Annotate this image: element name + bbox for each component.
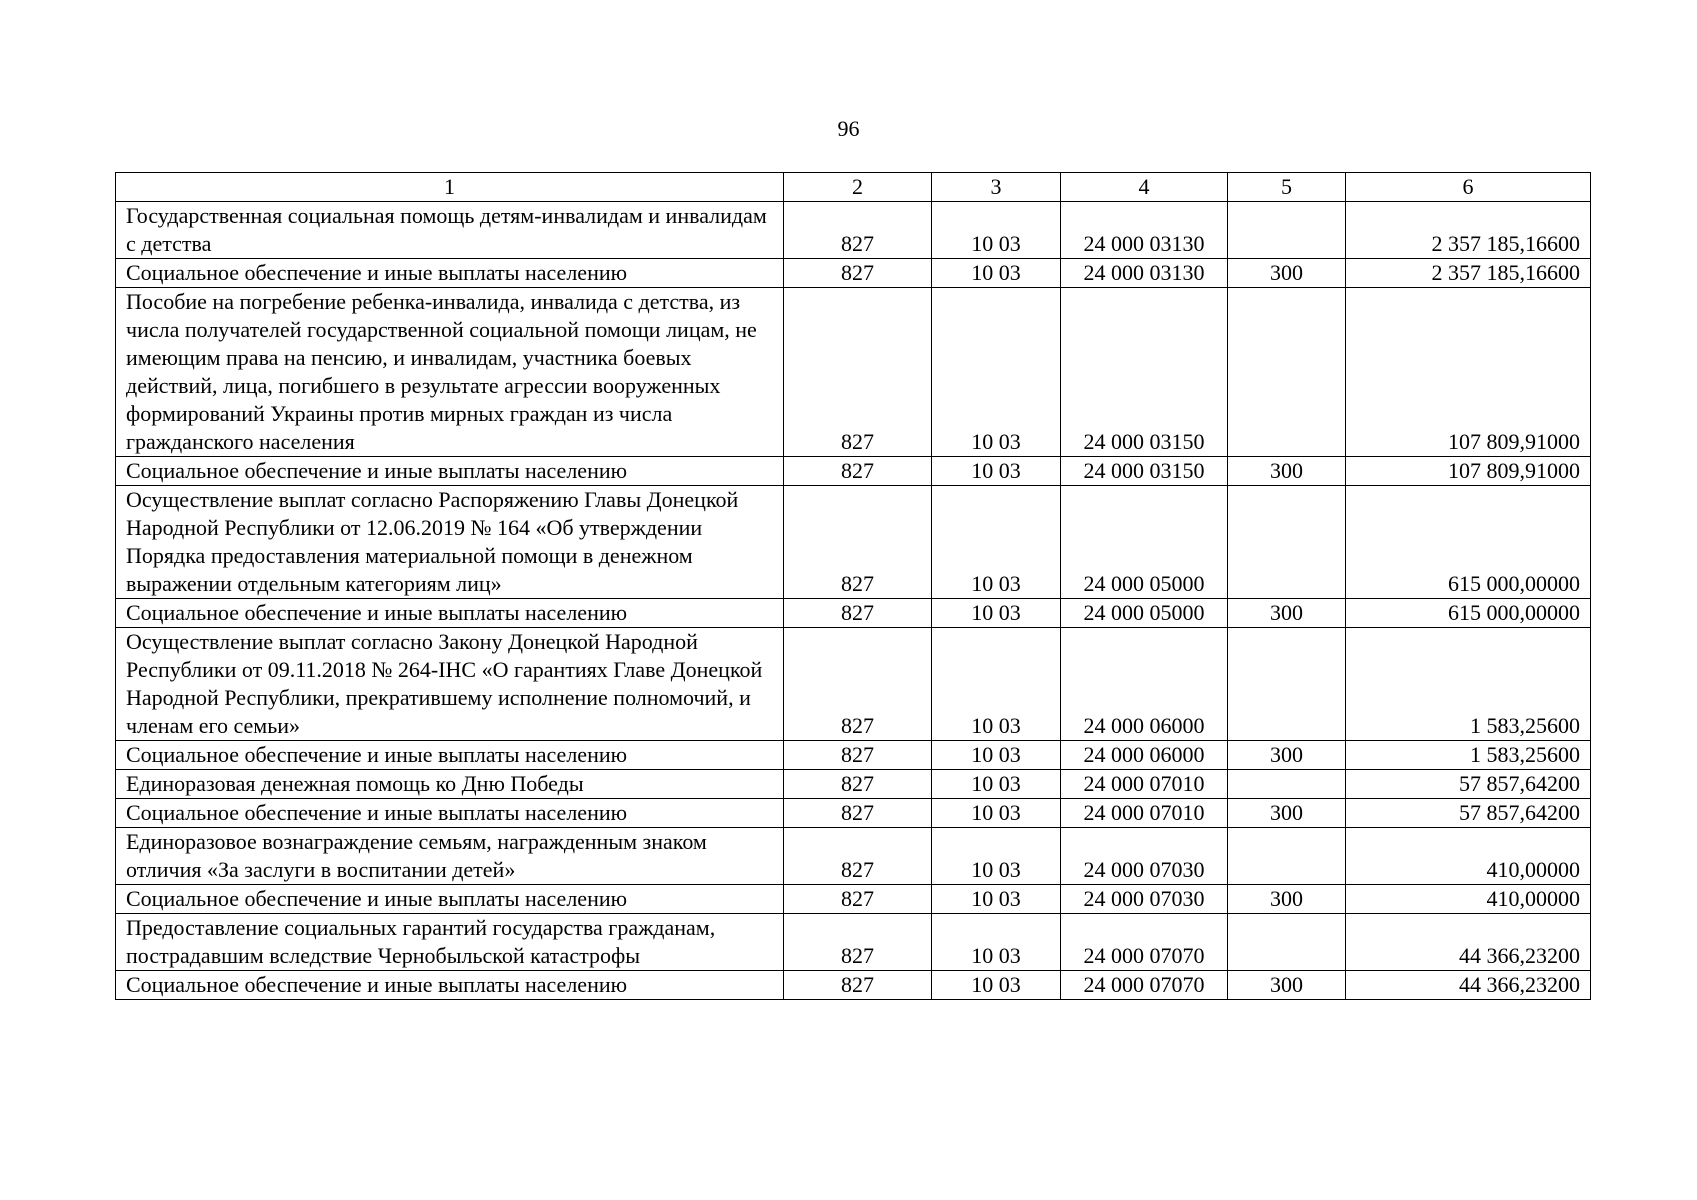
section-code-cell: 10 03 <box>932 457 1061 486</box>
amount-cell: 2 357 185,16600 <box>1346 202 1591 259</box>
expense-type-cell <box>1228 288 1346 457</box>
target-article-cell: 24 000 07030 <box>1061 885 1228 914</box>
item-name-cell: Единоразовая денежная помощь ко Дню Победы <box>116 770 784 799</box>
amount-cell: 57 857,64200 <box>1346 799 1591 828</box>
department-code-cell: 827 <box>784 628 932 741</box>
table-row <box>116 486 1591 599</box>
item-name-cell: Предоставление социальных гарантий государства гражданам, пострадавшим вследствие Чернобыльской катастрофы <box>116 914 784 971</box>
target-article-cell: 24 000 03150 <box>1061 288 1228 457</box>
department-code-cell: 827 <box>784 971 932 1000</box>
item-name-cell: Социальное обеспечение и иные выплаты населению <box>116 799 784 828</box>
item-name-cell: Социальное обеспечение и иные выплаты населению <box>116 741 784 770</box>
item-name-cell: Государственная социальная помощь детям-инвалидам и инвалидам с детства <box>116 202 784 259</box>
amount-cell: 1 583,25600 <box>1346 628 1591 741</box>
department-code-cell: 827 <box>784 486 932 599</box>
target-article-cell: 24 000 07010 <box>1061 799 1228 828</box>
section-code-cell: 10 03 <box>932 259 1061 288</box>
target-article-cell: 24 000 06000 <box>1061 628 1228 741</box>
target-article-cell: 24 000 03130 <box>1061 259 1228 288</box>
department-code-cell: 827 <box>784 202 932 259</box>
section-code-cell: 10 03 <box>932 828 1061 885</box>
department-code-cell: 827 <box>784 741 932 770</box>
table-row <box>116 628 1591 741</box>
department-code-cell: 827 <box>784 259 932 288</box>
department-code-cell: 827 <box>784 828 932 885</box>
table-row <box>116 599 1591 628</box>
column-header: 2 <box>784 173 932 202</box>
expense-type-cell <box>1228 486 1346 599</box>
target-article-cell: 24 000 07010 <box>1061 770 1228 799</box>
item-name-cell: Осуществление выплат согласно Закону Донецкой Народной Республики от 09.11.2018 № 264-IНС «О гарантиях Главе Донецкой Народной Республики, прекратившему исполнение полномочий, и членам его семьи» <box>116 628 784 741</box>
section-code-cell: 10 03 <box>932 628 1061 741</box>
section-code-cell: 10 03 <box>932 599 1061 628</box>
target-article-cell: 24 000 07070 <box>1061 971 1228 1000</box>
department-code-cell: 827 <box>784 914 932 971</box>
section-code-cell: 10 03 <box>932 971 1061 1000</box>
table-row <box>116 457 1591 486</box>
amount-cell: 410,00000 <box>1346 828 1591 885</box>
expense-type-cell: 300 <box>1228 259 1346 288</box>
column-header: 4 <box>1061 173 1228 202</box>
target-article-cell: 24 000 03130 <box>1061 202 1228 259</box>
item-name-cell: Социальное обеспечение и иные выплаты населению <box>116 885 784 914</box>
table-row <box>116 799 1591 828</box>
department-code-cell: 827 <box>784 770 932 799</box>
table-row <box>116 770 1591 799</box>
expense-type-cell <box>1228 628 1346 741</box>
target-article-cell: 24 000 05000 <box>1061 486 1228 599</box>
amount-cell: 44 366,23200 <box>1346 971 1591 1000</box>
section-code-cell: 10 03 <box>932 770 1061 799</box>
amount-cell: 410,00000 <box>1346 885 1591 914</box>
target-article-cell: 24 000 03150 <box>1061 457 1228 486</box>
item-name-cell: Социальное обеспечение и иные выплаты населению <box>116 259 784 288</box>
expense-type-cell <box>1228 202 1346 259</box>
expense-type-cell <box>1228 914 1346 971</box>
amount-cell: 615 000,00000 <box>1346 486 1591 599</box>
expense-type-cell: 300 <box>1228 457 1346 486</box>
table-row <box>116 202 1591 259</box>
section-code-cell: 10 03 <box>932 202 1061 259</box>
target-article-cell: 24 000 05000 <box>1061 599 1228 628</box>
amount-cell: 107 809,91000 <box>1346 457 1591 486</box>
table-row <box>116 971 1591 1000</box>
expense-type-cell <box>1228 828 1346 885</box>
department-code-cell: 827 <box>784 457 932 486</box>
amount-cell: 615 000,00000 <box>1346 599 1591 628</box>
table-row <box>116 885 1591 914</box>
target-article-cell: 24 000 07070 <box>1061 914 1228 971</box>
table-row <box>116 288 1591 457</box>
amount-cell: 107 809,91000 <box>1346 288 1591 457</box>
table-row <box>116 828 1591 885</box>
expense-type-cell: 300 <box>1228 971 1346 1000</box>
expense-type-cell <box>1228 770 1346 799</box>
item-name-cell: Социальное обеспечение и иные выплаты населению <box>116 599 784 628</box>
target-article-cell: 24 000 06000 <box>1061 741 1228 770</box>
page-number: 96 <box>837 116 860 141</box>
item-name-cell: Осуществление выплат согласно Распоряжению Главы Донецкой Народной Республики от 12.06.2019 № 164 «Об утверждении Порядка предоставления материальной помощи в денежном выражении отдельным категориям лиц» <box>116 486 784 599</box>
item-name-cell: Социальное обеспечение и иные выплаты населению <box>116 457 784 486</box>
table-header-row <box>116 173 1591 202</box>
column-header: 5 <box>1228 173 1346 202</box>
table-row <box>116 741 1591 770</box>
table-row <box>116 914 1591 971</box>
item-name-cell: Социальное обеспечение и иные выплаты населению <box>116 971 784 1000</box>
section-code-cell: 10 03 <box>932 914 1061 971</box>
column-header: 3 <box>932 173 1061 202</box>
section-code-cell: 10 03 <box>932 288 1061 457</box>
section-code-cell: 10 03 <box>932 885 1061 914</box>
budget-table <box>115 172 1591 1000</box>
department-code-cell: 827 <box>784 799 932 828</box>
expense-type-cell: 300 <box>1228 599 1346 628</box>
section-code-cell: 10 03 <box>932 799 1061 828</box>
section-code-cell: 10 03 <box>932 486 1061 599</box>
amount-cell: 57 857,64200 <box>1346 770 1591 799</box>
target-article-cell: 24 000 07030 <box>1061 828 1228 885</box>
amount-cell: 44 366,23200 <box>1346 914 1591 971</box>
amount-cell: 1 583,25600 <box>1346 741 1591 770</box>
column-header: 1 <box>116 173 784 202</box>
expense-type-cell: 300 <box>1228 741 1346 770</box>
item-name-cell: Единоразовое вознаграждение семьям, награжденным знаком отличия «За заслуги в воспитании детей» <box>116 828 784 885</box>
table-row <box>116 259 1591 288</box>
department-code-cell: 827 <box>784 599 932 628</box>
department-code-cell: 827 <box>784 288 932 457</box>
amount-cell: 2 357 185,16600 <box>1346 259 1591 288</box>
department-code-cell: 827 <box>784 885 932 914</box>
expense-type-cell: 300 <box>1228 885 1346 914</box>
item-name-cell: Пособие на погребение ребенка-инвалида, инвалида с детства, из числа получателей государственной социальной помощи лицам, не имеющим права на пенсию, и инвалидам, участника боевых действий, лица, погибшего в результате агрессии вооруженных формирований Украины против мирных граждан из числа гражданского населения <box>116 288 784 457</box>
section-code-cell: 10 03 <box>932 741 1061 770</box>
column-header: 6 <box>1346 173 1591 202</box>
expense-type-cell: 300 <box>1228 799 1346 828</box>
